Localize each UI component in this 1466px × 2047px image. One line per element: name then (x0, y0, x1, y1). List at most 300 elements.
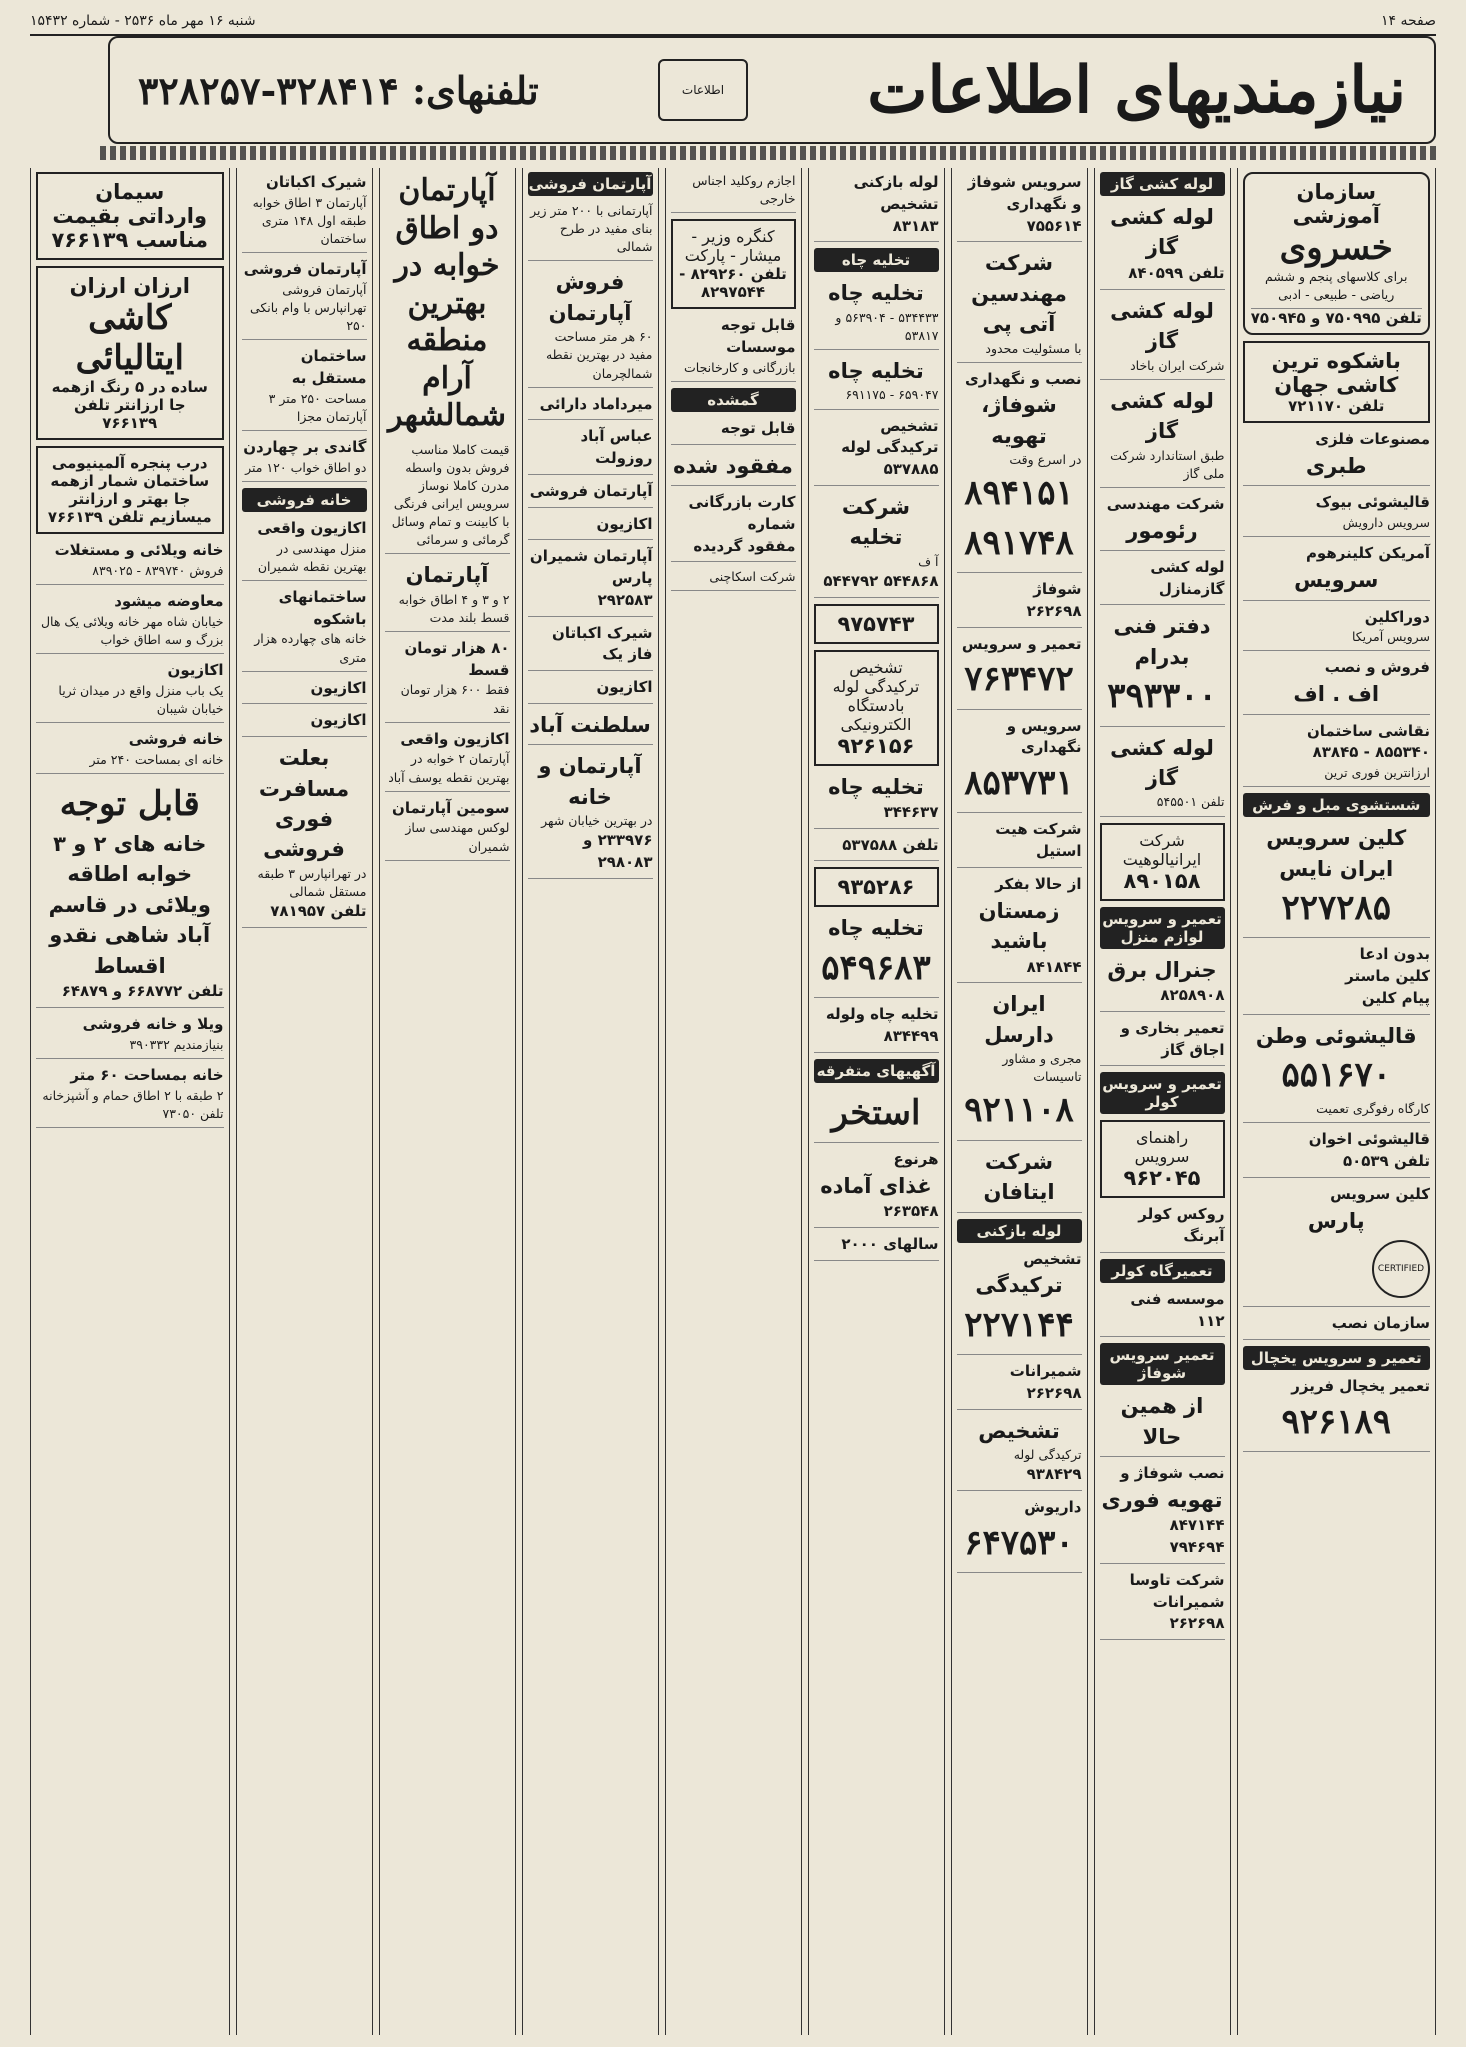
ad-heading: قالیشوئی بیوک (1315, 493, 1430, 512)
ad-phone: ۲۶۲۶۹۸ (1026, 601, 1082, 620)
ad-gas-3 (1100, 386, 1225, 488)
ad-text: دو اطاق خواب ۱۲۰ متر (245, 459, 367, 475)
ad-phone: ۲۲۷۱۴۴ (964, 1304, 1074, 1345)
ad-apt-9 (528, 677, 653, 704)
ad-grand-buildings (242, 587, 367, 672)
ad-heading: قابل توجه موسسات (720, 316, 796, 356)
ad-now (1100, 1391, 1225, 1457)
ad-heading: تعمیر یخچال فریزر (1291, 1376, 1430, 1395)
ad-text: ارزانترین فوری ترین (1324, 765, 1430, 781)
ad-heading: لوله کشی گاز (1110, 205, 1214, 260)
ad-heading: مصنوعات فلزی (1315, 430, 1430, 449)
ad-text: ۲ طبقه با ۲ اطاق حمام و آشپزخانه تلفن ۷۳۰۵۰ (42, 1087, 224, 1121)
ad-phone: ۸۳۱۸۳ (892, 216, 939, 235)
ad-apt-yusefabad (385, 729, 510, 792)
ad-pipe-top (814, 172, 939, 242)
ad-phone: ۸۲۵۸۹۰۸ (1160, 986, 1225, 1005)
ad-reomur (1100, 494, 1225, 551)
ad-heading: خانه فروشی (128, 729, 224, 748)
ad-text: با مسئولیت محدود (985, 340, 1082, 356)
ad-heading: شرکت ایرانیالوهیت (1122, 830, 1202, 869)
ad-phone: ۹۲۶۱۵۶ (837, 733, 915, 758)
section-header: تخلیه چاه (814, 248, 939, 272)
ad-text: آ ف (918, 553, 939, 569)
ad-big-text: سرویس (1294, 568, 1379, 593)
ad-well-3 (814, 772, 939, 829)
ad-text: بنیازمندیم ۳۹۰۳۳۲ (129, 1036, 224, 1052)
column-4 (522, 168, 659, 2035)
ad-heading: شمیرانات (1152, 1592, 1225, 1611)
ad-text: آپارتمان فروشی تهرانپارس با وام بانکی ۲۵۰ (249, 281, 367, 334)
ad-heading: نصب و نگهداری (964, 369, 1082, 388)
ad-heading: عباس آباد روزولت (580, 427, 653, 468)
ad-winter (957, 874, 1082, 983)
section-header: خانه فروشی (242, 488, 367, 512)
ad-heading: آپارتمان (405, 563, 489, 588)
ad-italian-tile (36, 266, 224, 440)
ad-ati-p (957, 248, 1082, 362)
ad-heading: فروش و نصب (1324, 658, 1430, 677)
ad-heading: سالهای ۲۰۰۰ (841, 1234, 939, 1253)
ad-heading: لوله کشی گاز (1110, 388, 1214, 444)
ad-heater (1100, 1018, 1225, 1067)
ad-heading: معاوضه میشود (114, 591, 224, 610)
section-header: شستشوی مبل و فرش (1243, 793, 1431, 817)
ad-text: ۶۰ هر متر مساحت مفید در بهترین نقطه شمالچرمان (545, 329, 653, 381)
ad-heading: نقاشی ساختمان (1306, 721, 1430, 740)
ad-heading: اکازیون (310, 711, 367, 730)
ad-big-text: تخلیه چاه (828, 281, 924, 306)
ad-big-text: رئومور (1126, 518, 1198, 543)
ad-occasion-1 (242, 678, 367, 705)
ad-text: در تهرانپارس ۳ طبقه مستقل شمالی (257, 865, 367, 899)
ad-house-60m (36, 1065, 224, 1128)
ad-apt-luxury (385, 798, 510, 861)
issue-date: شنبه ۱۶ مهر ماه ۲۵۳۶ - شماره ۱۵۴۳۲ (30, 13, 256, 29)
masthead (108, 36, 1436, 144)
column-8 (1094, 168, 1231, 2035)
ad-cement (36, 172, 224, 260)
ad-shemiranat (957, 1361, 1082, 1410)
ad-phone: ۹۳۵۲۸۶ (837, 875, 915, 900)
ad-ff (1243, 657, 1431, 714)
ad-heading: تشخیص ترکیدگی لوله (841, 416, 939, 457)
ad-khosravi (1243, 172, 1431, 335)
section-header: تعمیر و سرویس کولر (1100, 1072, 1225, 1114)
ad-heading: ایران دارسل (984, 992, 1054, 1047)
ad-lost-2 (671, 451, 796, 486)
ad-big-text: تشخیص (978, 1418, 1060, 1443)
ad-heading: فروش آپارتمان (548, 270, 632, 325)
ad-big-text: غذای آماده (820, 1173, 932, 1198)
ad-heading: از حالا بفکر (995, 874, 1082, 893)
ad-big-text: فوری فروشی (263, 807, 345, 862)
ad-text: تلفن ۵۴۵۵۰۱ (1156, 794, 1225, 810)
ad-heading: خانه بمساحت ۶۰ متر (70, 1065, 224, 1084)
ad-heading: شیرک اکباتان (266, 173, 367, 191)
ad-heading: سرویس و نگهداری (1006, 716, 1082, 757)
ad-american-cleaner (1243, 543, 1431, 600)
ad-apt-10 (528, 710, 653, 745)
ad-af-company (814, 492, 939, 598)
column-6 (808, 168, 945, 2035)
ad-heading: کلین ماستر (1345, 967, 1430, 986)
ad-heating-1 (957, 172, 1082, 242)
ad-shofaj (957, 579, 1082, 628)
ad-phone: ۸۹۱۷۴۸ (964, 522, 1074, 563)
ad-install-heat (1100, 1463, 1225, 1564)
ad-text: سرویس آمریکا (1351, 629, 1430, 645)
column-2 (236, 168, 373, 2035)
section-header: تعمیر و سرویس یخچال (1243, 1346, 1431, 1370)
ad-heading: شیرک اکباتان فاز یک (552, 623, 653, 664)
ad-text: آپارتمان ۲ خوابه در بهترین نقطه یوسف آباد (388, 751, 510, 785)
phones-label: تلفنهای: (411, 67, 539, 113)
ad-big-text: تهویه فوری (1101, 1487, 1223, 1512)
ad-phone: ۲۹۲۵۸۳ (597, 590, 653, 609)
boxed-ad-3 (814, 867, 939, 907)
ad-heading: شرکت هیت استیل (995, 820, 1082, 861)
ad-phone: ۲۶۲۶۹۸ (1169, 1614, 1225, 1633)
ad-heading: گاندی بر چهاردن (243, 438, 367, 456)
ad-big-text: استخر (831, 1092, 921, 1133)
ad-pipe-detect (957, 1249, 1082, 1355)
ad-phone: تلفن ۶۶۸۷۷۲ و ۶۴۸۷۹ (61, 982, 224, 1001)
ad-well-1 (814, 278, 939, 350)
ad-heading: لوله بازکنی تشخیص (853, 173, 939, 213)
ad-text: برای کلاسهای پنجم و ششم ریاضی - طبیعی - ادبی (1251, 268, 1423, 309)
ad-heading: تعمیر بخاری و اجاق گاز (1120, 1018, 1225, 1059)
ad-heading: آپارتمان شمیران پارس (529, 547, 653, 588)
ad-pipe-detect-3 (814, 416, 939, 486)
ad-heading: شرکت تاوسا (1129, 1570, 1225, 1589)
ad-text: درب پنجره آلمینیومی ساختمان شمار ازهمه جا بهتر و ارزانتر میسازیم تلفن ۷۶۶۱۳۹ (47, 454, 212, 526)
ad-heading: هرنوع (893, 1149, 939, 1168)
ad-apt-3 (528, 394, 653, 421)
ad-heading: کلین سرویس (1330, 1184, 1430, 1203)
ad-text: شرکت اسکاچنی (709, 569, 796, 585)
ad-heading: دوراکلین (1364, 607, 1430, 626)
ad-text: منزل مهندسی در بهترین نقطه شمیران (257, 540, 367, 574)
ad-heading: شوفاژ (1033, 580, 1082, 599)
ad-phone: ۲۶۳۵۴۸ (883, 1202, 939, 1221)
ad-phone: ۷۹۴۶۹۴ (1169, 1538, 1225, 1557)
ad-phone: ۸۴۱۸۴۴ (1026, 957, 1082, 976)
ad-heading: تخلیه چاه ولوله (825, 1005, 939, 1024)
ad-heading: آپارتمان فروشی (529, 481, 653, 500)
section-header: آپارتمان فروشی (528, 172, 653, 196)
ad-apt-1 (528, 202, 653, 261)
ad-112 (1100, 1289, 1225, 1338)
ad-heading: تعمیر و سرویس (961, 634, 1082, 653)
ad-text: خانه های چهارده هزار متری (254, 631, 367, 665)
ad-heading: اکازیون واقعی (400, 729, 510, 748)
ad-big-text: قابل توجه (59, 783, 200, 824)
ad-apt-6 (528, 514, 653, 541)
ad-import (671, 172, 796, 213)
ad-apt-11 (528, 751, 653, 879)
ad-heading: شمیرانات (1009, 1362, 1082, 1381)
ad-real-deal (242, 518, 367, 581)
ad-text: وارداتی بقیمت مناسب ۷۶۶۱۳۹ (51, 204, 209, 252)
ad-text: شرکت ایران باخاد (1130, 357, 1225, 373)
ad-general-electric (1100, 955, 1225, 1012)
ad-phone: ۸۹۰۱۵۸ (1123, 868, 1201, 893)
ad-heading: بدون ادعا (1359, 945, 1430, 964)
ad-heading: روکس کولر آبرنگ (1138, 1205, 1225, 1246)
ad-kashi-jahan (1243, 341, 1431, 423)
ad-heading: مفقود گردیده (693, 536, 796, 555)
ad-service-guide (1100, 1120, 1225, 1198)
ad-heading: شرکت مهندسی (1106, 494, 1225, 513)
ad-phone: ۸۹۴۱۵۱ (964, 473, 1074, 514)
certified-badge-icon: CERTIFIED (1372, 1240, 1430, 1298)
ad-phone: ۵۳۷۸۸۵ (883, 460, 939, 478)
ad-phone: ۲۶۲۶۹۸ (1026, 1383, 1082, 1402)
ad-badram (1100, 611, 1225, 726)
ad-heading: لوله کشی گازمنازل (1150, 557, 1225, 598)
ad-text: خانه های ۲ و ۳ خوابه اطاقه ویلائی در قاسم آباد شاهی نقدو اقساط (48, 832, 211, 978)
ad-heading: اکازیون (310, 678, 367, 697)
ad-text: مساحت ۲۵۰ متر ۳ آپارتمان مجزا (268, 390, 367, 424)
classified-columns (30, 168, 1436, 2035)
ad-text: اجازم روکلید اجناس خارجی (692, 173, 796, 207)
column-7 (951, 168, 1088, 2035)
ad-heading: ساختمانهای باشکوه (278, 587, 367, 628)
page-topline (30, 8, 1436, 36)
ad-lost-3 (671, 492, 796, 562)
ad-heading: ساختمان مستقل به (291, 347, 367, 387)
ad-gas-5 (1100, 733, 1225, 817)
decorative-stripe (100, 146, 1436, 160)
ad-heading: دفتر فنی بدرام (1113, 614, 1211, 669)
ad-big-text: اف . اف (1293, 682, 1380, 707)
ad-phone: ۸۴۷۱۴۴ (1169, 1516, 1225, 1535)
ad-pool (814, 1089, 939, 1143)
ad-text: خانه ای بمساحت ۲۴۰ متر (89, 751, 224, 767)
ad-text: ۲ و ۳ و ۴ اطاق خوابه قسط بلند مدت (398, 591, 510, 625)
ad-text: کارگاه رفوگری تعمیت (1316, 1101, 1430, 1117)
ad-text: سرویس دارویش (1342, 515, 1430, 531)
ad-apt-80k (385, 638, 510, 723)
ad-maintenance (957, 716, 1082, 814)
ad-text: بازرگانی و کارخانجات (684, 359, 796, 375)
ad-heading: ویلا و خانه فروشی (82, 1014, 224, 1033)
ad-text: تشخیص ترکیدگی لوله بادستگاه الکترونیکی (832, 657, 920, 734)
ad-vatan (1243, 1021, 1431, 1124)
section-header: لوله بازکنی (957, 1219, 1082, 1243)
ad-phone: ۳۹۳۳۰۰ (1107, 676, 1217, 717)
ad-dariush (957, 1497, 1082, 1573)
page-number: صفحه ۱۴ (1380, 13, 1436, 29)
ad-iranialuhit (1100, 823, 1225, 901)
ad-phone: ۸۵۳۷۳۱ (964, 763, 1074, 804)
ad-big-text: ایران نایس (1279, 856, 1394, 881)
ad-well-4 (814, 835, 939, 862)
ad-exchange (36, 591, 224, 654)
ad-heading: سازمان نصب (1331, 1314, 1430, 1333)
ad-aluminum (36, 446, 224, 534)
ad-phone: ۹۳۸۴۲۹ (1026, 1465, 1082, 1484)
ad-text: مجری و مشاور تاسیسات (1002, 1051, 1082, 1085)
ad-heading: جنرال برق (1107, 957, 1217, 982)
ad-ekbatan (242, 172, 367, 253)
ad-heading: سیمان (95, 180, 165, 204)
ad-heading: موسسه فنی ۱۱۲ (1130, 1289, 1225, 1330)
ad-phone: ۹۲۱۱۰۸ (964, 1090, 1074, 1131)
ad-phone: تلفن ۵۰۵۳۹ (1342, 1152, 1430, 1171)
ad-phone: ۹۷۵۷۴۳ (837, 611, 915, 636)
ad-independent (242, 346, 367, 431)
ad-gas-2 (1100, 296, 1225, 380)
ad-heading: کنگره وزیر - میشار - پارکت (684, 227, 782, 266)
ad-phone: ۶۴۷۵۳۰ (964, 1522, 1074, 1563)
masthead-title: نیازمندیهای اطلاعات (867, 52, 1406, 128)
ad-apt-5 (528, 481, 653, 508)
ad-text: طبق استاندارد شرکت ملی گاز (1110, 447, 1225, 481)
ad-heading: ارزان ارزان (69, 274, 190, 298)
ad-heading: ۸۰ هزار تومان قسط (404, 638, 510, 679)
ad-iran-nice (1243, 823, 1431, 938)
ad-heading: آپارتمان و خانه (538, 754, 642, 809)
ad-parket (671, 219, 796, 309)
ad-apt-2 (528, 267, 653, 387)
section-header: لوله کشی گاز (1100, 172, 1225, 196)
ad-heading: شرکت تخلیه (841, 494, 911, 550)
ad-text: ساده در ۵ رنگ ازهمه جا ارزانتر تلفن ۷۶۶۱۳۹ (51, 378, 208, 432)
ad-heading: تلفن ۵۳۷۵۸۸ (842, 835, 939, 854)
ad-heading: قابل توجه (720, 418, 796, 437)
ad-text: در بهترین خیابان شهر (541, 813, 653, 829)
masthead-phones (138, 68, 539, 113)
ad-travel-sale (242, 743, 367, 928)
ad-text: ترکیدگی لوله (1013, 1446, 1082, 1462)
ad-phone: ۲۳۳۹۷۶ و ۲۹۸۰۸۳ (583, 831, 653, 872)
ad-big-text: خسروی (1279, 228, 1393, 268)
ad-heading: آپارتمان فروشی (243, 260, 367, 279)
ad-text: لوکس مهندسی ساز شمیران (405, 820, 510, 854)
ad-phone: ۲۲۷۲۸۵ (1281, 888, 1392, 929)
ad-heading: قالیشوئی اخوان (1308, 1130, 1430, 1149)
ad-heading: اکازیون واقعی (257, 518, 367, 537)
boxed-ad-1 (814, 604, 939, 644)
ad-install-hvac (957, 369, 1082, 573)
ad-tabari (1243, 429, 1431, 486)
ad-big-text: تخلیه چاه (828, 774, 924, 799)
ad-heading: آمریکن کلینرهوم (1305, 544, 1430, 563)
column-5 (665, 168, 802, 2035)
ad-apt-installment (385, 560, 510, 632)
ad-phone: ۷۵۵۶۱۴ (1026, 216, 1082, 235)
ad-occasion-2 (242, 710, 367, 737)
ad-akhavan (1243, 1129, 1431, 1178)
ad-phone: ۹۲۶۱۸۹ (1281, 1401, 1392, 1442)
ad-text: ۵۳۴۴۳۳ - ۵۶۳۹۰۴ و ۵۳۸۱۷ (835, 309, 939, 343)
ad-big-text: تخلیه چاه (828, 358, 924, 383)
ad-big-text: تخلیه چاه (828, 916, 924, 941)
ad-well-2 (814, 356, 939, 410)
ad-2000 (814, 1234, 939, 1261)
ad-heading: سلطنت آباد (529, 712, 651, 737)
ad-rox (1100, 1204, 1225, 1253)
ad-phone: ۸۳۴۴۹۹ (883, 1026, 939, 1045)
ad-heading: اکازیون (596, 514, 653, 533)
ad-small-group (1243, 944, 1431, 1014)
ad-heading: شرکت مهندسین آتی پی (971, 251, 1067, 337)
ad-heading: کارت بازرگانی شماره (688, 493, 796, 533)
ad-phone: ۵۵۱۶۷۰ (1281, 1055, 1392, 1096)
ad-text: سرویس ایرانی فرنگی با کابینت و تمام وسائل گرمائی و سرمائی (391, 495, 510, 548)
ad-phone: ۵۴۹۶۸۳ (821, 947, 931, 988)
ad-nasb (1243, 1313, 1431, 1340)
ad-phone: تلفن ۸۲۹۲۶۰ - ۸۲۹۷۵۴۴ (679, 265, 787, 302)
ad-big-text: ترکیدگی (975, 1273, 1063, 1298)
ad-phone: ۳۴۴۶۳۷ (883, 802, 939, 821)
ad-text: قیمت کاملا مناسب فروش بدون واسطه مدرن کاملا نوساز (405, 441, 510, 493)
ad-phone: تلفن ۷۲۱۱۷۰ (1288, 397, 1385, 416)
column-3 (379, 168, 516, 2035)
ad-phone: ۷۶۳۴۷۲ (964, 659, 1074, 700)
ad-big-text: پارس (1307, 1208, 1365, 1233)
ad-tavsa (1100, 1570, 1225, 1640)
ad-heading: میرداماد دارائی (539, 394, 653, 413)
ad-big-text: باشکوه ترین کاشی جهان (1271, 349, 1401, 398)
ad-big-text: کلین سرویس (1266, 826, 1407, 851)
ad-iran-darsel (957, 989, 1082, 1140)
ad-skochni (671, 568, 796, 591)
ad-gas-1 (1100, 202, 1225, 290)
ad-big-text: طبری (1305, 454, 1367, 478)
ad-big-text: از همین حالا (1120, 1394, 1204, 1449)
ad-clean-pars (1243, 1184, 1431, 1307)
section-header: تعمیر سرویس شوفاژ (1100, 1343, 1225, 1385)
ad-big-headline: آپارتمان دو اطاق خوابه در بهترین منطقه آرام شمالشهر (388, 173, 506, 433)
ad-apt-modern (385, 441, 510, 555)
ad-heading: شرکت ایتافان (983, 1149, 1055, 1205)
ad-tehranpars (242, 259, 367, 340)
boxed-ad-2 (814, 650, 939, 766)
ad-text: در اسرع وقت (1009, 452, 1082, 468)
section-header: آگهیهای متفرقه (814, 1059, 939, 1083)
ad-itafan (957, 1147, 1082, 1213)
ad-painting (1243, 721, 1431, 788)
ad-attention (36, 780, 224, 1008)
ad-companies (671, 315, 796, 382)
ad-gas-4 (1100, 557, 1225, 606)
ad-text: آپارتمانی با ۲۰۰ متر زیر بنای مفید در طرح شمالی (530, 203, 653, 255)
ad-repair-service (957, 634, 1082, 710)
ad-phone: ۵۴۴۸۶۸ ۵۴۴۷۹۲ (823, 571, 939, 590)
ad-heat-steel (957, 819, 1082, 868)
ad-heading: مفقود شده (673, 453, 793, 478)
ad-lost-1 (671, 418, 796, 445)
ad-title: سازمان آموزشی (1292, 180, 1380, 228)
ad-text: خیابان شاه مهر خانه ویلائی یک هال بزرگ و سه اطاق خواب (40, 613, 224, 647)
newspaper-logo: اطلاعات (658, 59, 748, 121)
ad-biouk (1243, 492, 1431, 537)
ad-pipe-detect-2 (957, 1416, 1082, 1491)
ad-heading: خانه ویلائی و مستغلات (54, 541, 224, 559)
ad-fridge (1243, 1376, 1431, 1452)
ad-big-text: کاشی ایتالیائی (75, 298, 184, 378)
ad-apt-7 (528, 546, 653, 616)
section-header: گمشده (671, 388, 796, 412)
ad-heading: پیام کلین (1361, 988, 1430, 1007)
section-header: تعمیرگاه کولر (1100, 1259, 1225, 1283)
ad-phone: تلفن ۷۸۱۹۵۷ (270, 902, 367, 921)
ad-gandhi (242, 437, 367, 482)
ad-heading: لوله کشی گاز (1110, 735, 1214, 791)
